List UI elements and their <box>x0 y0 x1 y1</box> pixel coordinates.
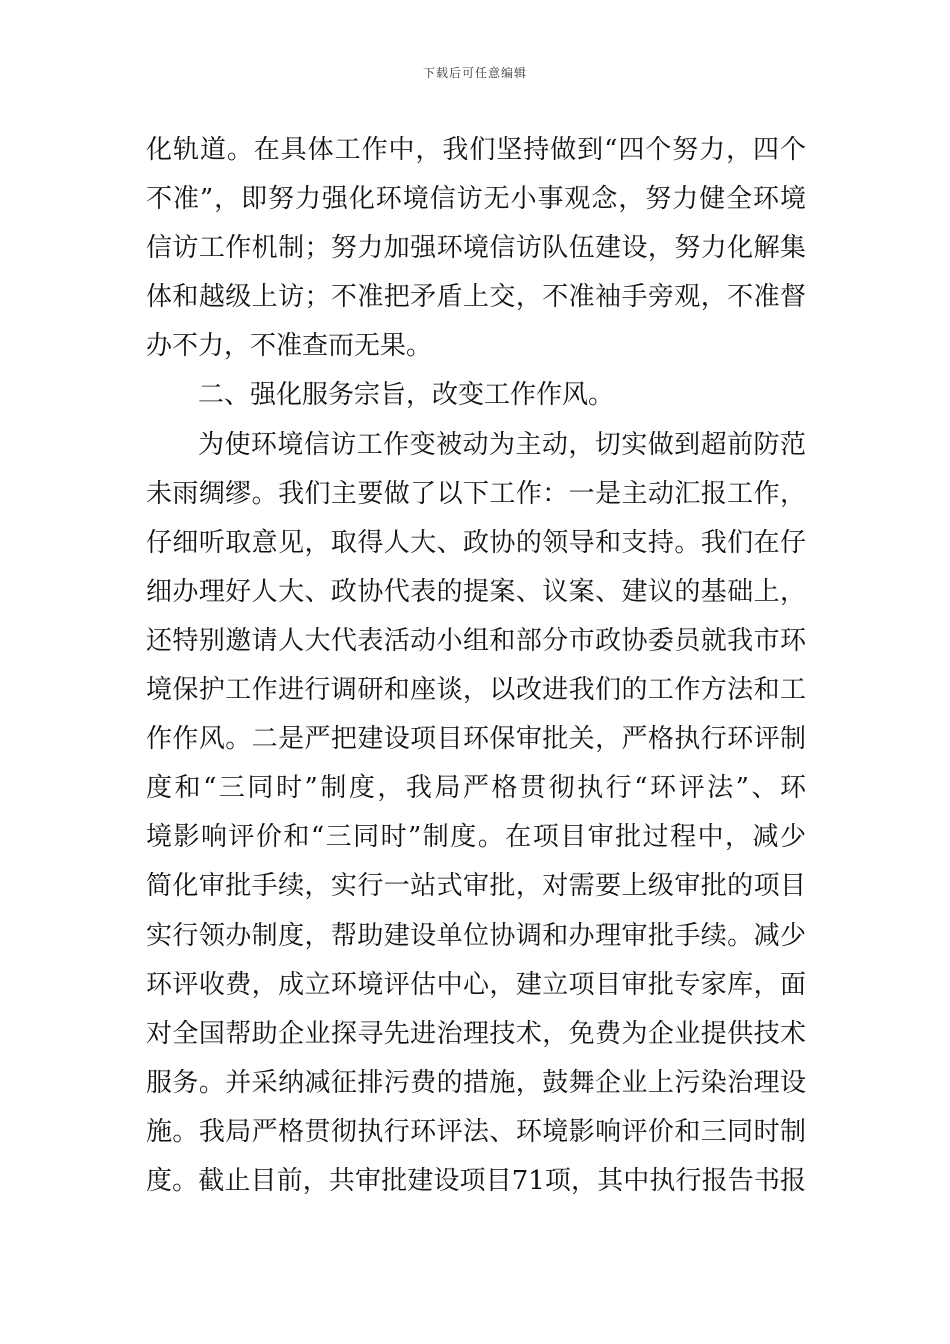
paragraph-line: 对全国帮助企业探寻先进治理技术，免费为企业提供技术 <box>146 1018 806 1049</box>
page-header: 下载后可任意编辑 <box>422 66 527 80</box>
paragraph-line: 化轨道。在具体工作中，我们坚持做到“四个努力，四个 <box>146 135 806 165</box>
document-body <box>146 126 806 1206</box>
paragraph-line: 体和越级上访；不准把矛盾上交，不准袖手旁观，不准督 <box>146 282 806 313</box>
paragraph-line: 仔细听取意见，取得人大、政协的领导和支持。我们在仔 <box>146 527 806 558</box>
paragraph-line: 境影响评价和“三同时”制度。在项目审批过程中，减少 <box>146 822 806 853</box>
paragraph-line: 还特别邀请人大代表活动小组和部分市政协委员就我市环 <box>146 625 806 656</box>
paragraph-line: 度。截止目前，共审批建设项目71项，其中执行报告书报 <box>146 1165 806 1196</box>
paragraph-line: 作作风。二是严把建设项目环保审批关，严格执行环评制 <box>146 724 806 755</box>
paragraph-line: 不准”，即努力强化环境信访无小事观念，努力健全环境 <box>146 184 806 215</box>
section-heading: 二、强化服务宗旨，改变工作作风。 <box>198 380 615 411</box>
paragraph-line: 实行领办制度，帮助建设单位协调和办理审批手续。减少 <box>146 920 806 951</box>
paragraph-line: 细办理好人大、政协代表的提案、议案、建议的基础上， <box>146 576 806 607</box>
paragraph-line: 环评收费，成立环境评估中心，建立项目审批专家库，面 <box>146 969 806 1000</box>
paragraph-line: 为使环境信访工作变被动为主动，切实做到超前防范 <box>198 429 806 460</box>
paragraph-line: 简化审批手续，实行一站式审批，对需要上级审批的项目 <box>146 871 806 902</box>
paragraph-line: 未雨绸缪。我们主要做了以下工作：一是主动汇报工作， <box>146 478 806 509</box>
paragraph-line: 办不力，不准查而无果。 <box>146 331 433 362</box>
paragraph-line: 信访工作机制；努力加强环境信访队伍建设，努力化解集 <box>146 233 806 264</box>
paragraph-line: 施。我局严格贯彻执行环评法、环境影响评价和三同时制 <box>146 1116 806 1147</box>
paragraph-line: 服务。并采纳减征排污费的措施，鼓舞企业上污染治理设 <box>146 1067 806 1098</box>
paragraph-line: 境保护工作进行调研和座谈，以改进我们的工作方法和工 <box>146 675 806 706</box>
paragraph-line: 度和“三同时”制度，我局严格贯彻执行“环评法”、环 <box>146 773 806 804</box>
